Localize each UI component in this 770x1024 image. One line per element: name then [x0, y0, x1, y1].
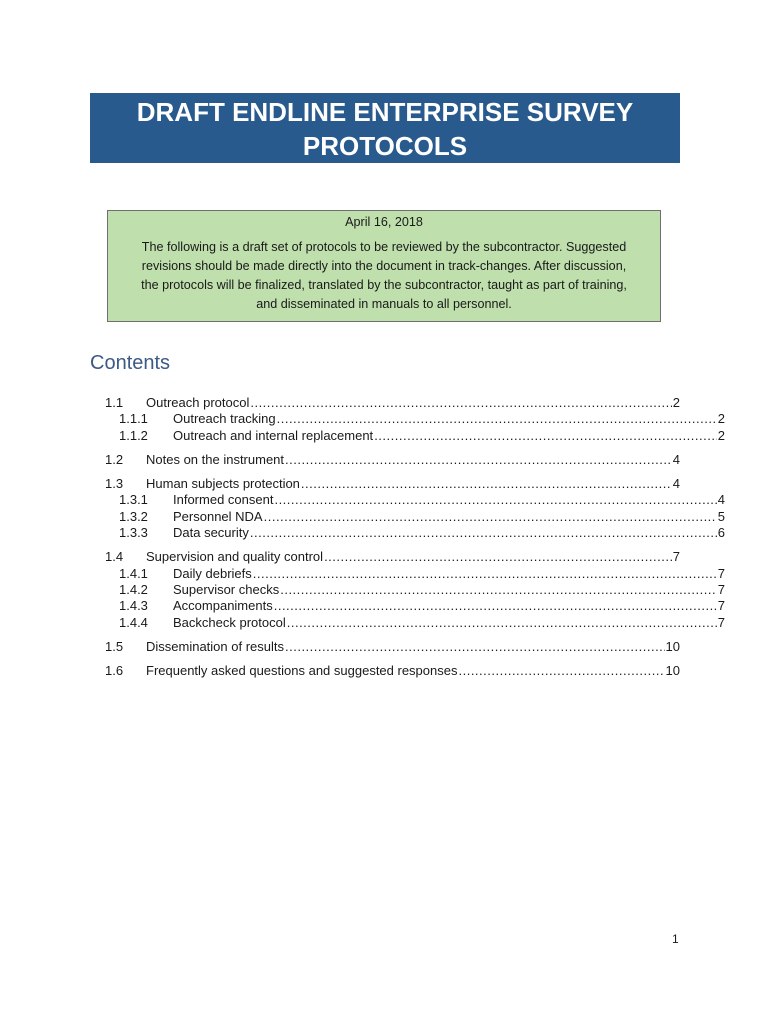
- toc-leader: [285, 639, 665, 655]
- toc-title: Outreach tracking: [173, 411, 276, 426]
- toc-number: 1.3.2: [119, 509, 148, 524]
- toc-leader: [287, 615, 717, 631]
- toc-entry-1-3-2[interactable]: [119, 509, 725, 525]
- toc-page-number: 4: [672, 476, 680, 491]
- toc-leader: [280, 582, 717, 598]
- toc-leader: [264, 509, 717, 525]
- toc-number: 1.1.1: [119, 411, 148, 426]
- page-number: 1: [672, 932, 679, 946]
- toc-leader: [277, 411, 717, 427]
- toc-entry-1-3[interactable]: [105, 476, 680, 492]
- toc-title: Notes on the instrument: [146, 452, 285, 467]
- toc-number: 1.5: [105, 639, 124, 654]
- toc-leader: [250, 395, 671, 411]
- toc-entry-1-1-2[interactable]: [119, 428, 725, 444]
- toc-entry-1-3-1[interactable]: [119, 492, 725, 508]
- toc-number: 1.6: [105, 663, 124, 678]
- toc-entry-1-1[interactable]: [105, 395, 680, 411]
- toc-page-number: 7: [717, 566, 725, 581]
- toc-leader: [250, 525, 717, 541]
- toc-number: 1.4.2: [119, 582, 148, 597]
- title-line-1: DRAFT ENDLINE ENTERPRISE SURVEY: [136, 97, 634, 127]
- toc-page-number: 4: [717, 492, 725, 507]
- toc-entry-1-1-1[interactable]: [119, 411, 725, 427]
- toc-title: Outreach protocol: [146, 395, 250, 410]
- toc-page-number: 7: [717, 582, 725, 597]
- note-line-1: The following is a draft set of protocols to be reviewed by the subcontractor. Suggested: [141, 240, 627, 254]
- toc-number: 1.1.2: [119, 428, 148, 443]
- toc-entry-1-4[interactable]: [105, 549, 680, 565]
- toc-leader: [274, 598, 717, 614]
- toc-entry-1-4-1[interactable]: [119, 566, 725, 582]
- toc-page-number: 5: [717, 509, 725, 524]
- toc-title: Informed consent: [173, 492, 274, 507]
- toc-entry-1-3-3[interactable]: [119, 525, 725, 541]
- toc-title: Outreach and internal replacement: [173, 428, 374, 443]
- toc-number: 1.1: [105, 395, 124, 410]
- toc-number: 1.2: [105, 452, 124, 467]
- toc-number: 1.4.3: [119, 598, 148, 613]
- toc-entry-1-4-4[interactable]: [119, 615, 725, 631]
- toc-entry-1-2[interactable]: [105, 452, 680, 468]
- toc-page-number: 2: [717, 411, 725, 426]
- toc-page-number: 2: [672, 395, 680, 410]
- toc-number: 1.4: [105, 549, 124, 564]
- toc-number: 1.3: [105, 476, 124, 491]
- toc-page-number: 10: [665, 663, 680, 678]
- note-line-4: and disseminated in manuals to all personnel.: [256, 297, 512, 311]
- toc-number: 1.4.1: [119, 566, 148, 581]
- toc-title: Frequently asked questions and suggested responses: [146, 663, 458, 678]
- toc-leader: [253, 566, 717, 582]
- toc-leader: [301, 476, 672, 492]
- toc-leader: [324, 549, 672, 565]
- toc-page-number: 10: [665, 639, 680, 654]
- toc-page-number: 7: [672, 549, 680, 564]
- toc-entry-1-4-3[interactable]: [119, 598, 725, 614]
- toc-entry-1-6[interactable]: [105, 663, 680, 679]
- toc-leader: [458, 663, 664, 679]
- toc-title: Backcheck protocol: [173, 615, 286, 630]
- toc-entry-1-4-2[interactable]: [119, 582, 725, 598]
- toc-leader: [285, 452, 672, 468]
- toc-number: 1.3.1: [119, 492, 148, 507]
- toc-title: Data security: [173, 525, 249, 540]
- note-line-2: revisions should be made directly into the document in track-changes. After discussion,: [141, 259, 627, 273]
- toc-number: 1.3.3: [119, 525, 148, 540]
- toc-title: Dissemination of results: [146, 639, 284, 654]
- toc-title: Accompaniments: [173, 598, 273, 613]
- toc-leader: [274, 492, 716, 508]
- toc-title: Human subjects protection: [146, 476, 300, 491]
- toc-title: Supervisor checks: [173, 582, 280, 597]
- toc-page-number: 4: [672, 452, 680, 467]
- note-line-3: the protocols will be finalized, translated by the subcontractor, taught as part of training,: [141, 278, 627, 292]
- toc-title: Daily debriefs: [173, 566, 252, 581]
- toc-number: 1.4.4: [119, 615, 148, 630]
- toc-page-number: 7: [717, 598, 725, 613]
- toc-leader: [374, 428, 717, 444]
- toc-page-number: 7: [717, 615, 725, 630]
- toc-page-number: 6: [717, 525, 725, 540]
- toc-entry-1-5[interactable]: [105, 639, 680, 655]
- contents-heading: Contents: [90, 352, 171, 374]
- title-line-2: PROTOCOLS: [302, 131, 468, 161]
- toc-title: Supervision and quality control: [146, 549, 324, 564]
- toc-title: Personnel NDA: [173, 509, 263, 524]
- toc-page-number: 2: [717, 428, 725, 443]
- note-date: April 16, 2018: [345, 215, 423, 229]
